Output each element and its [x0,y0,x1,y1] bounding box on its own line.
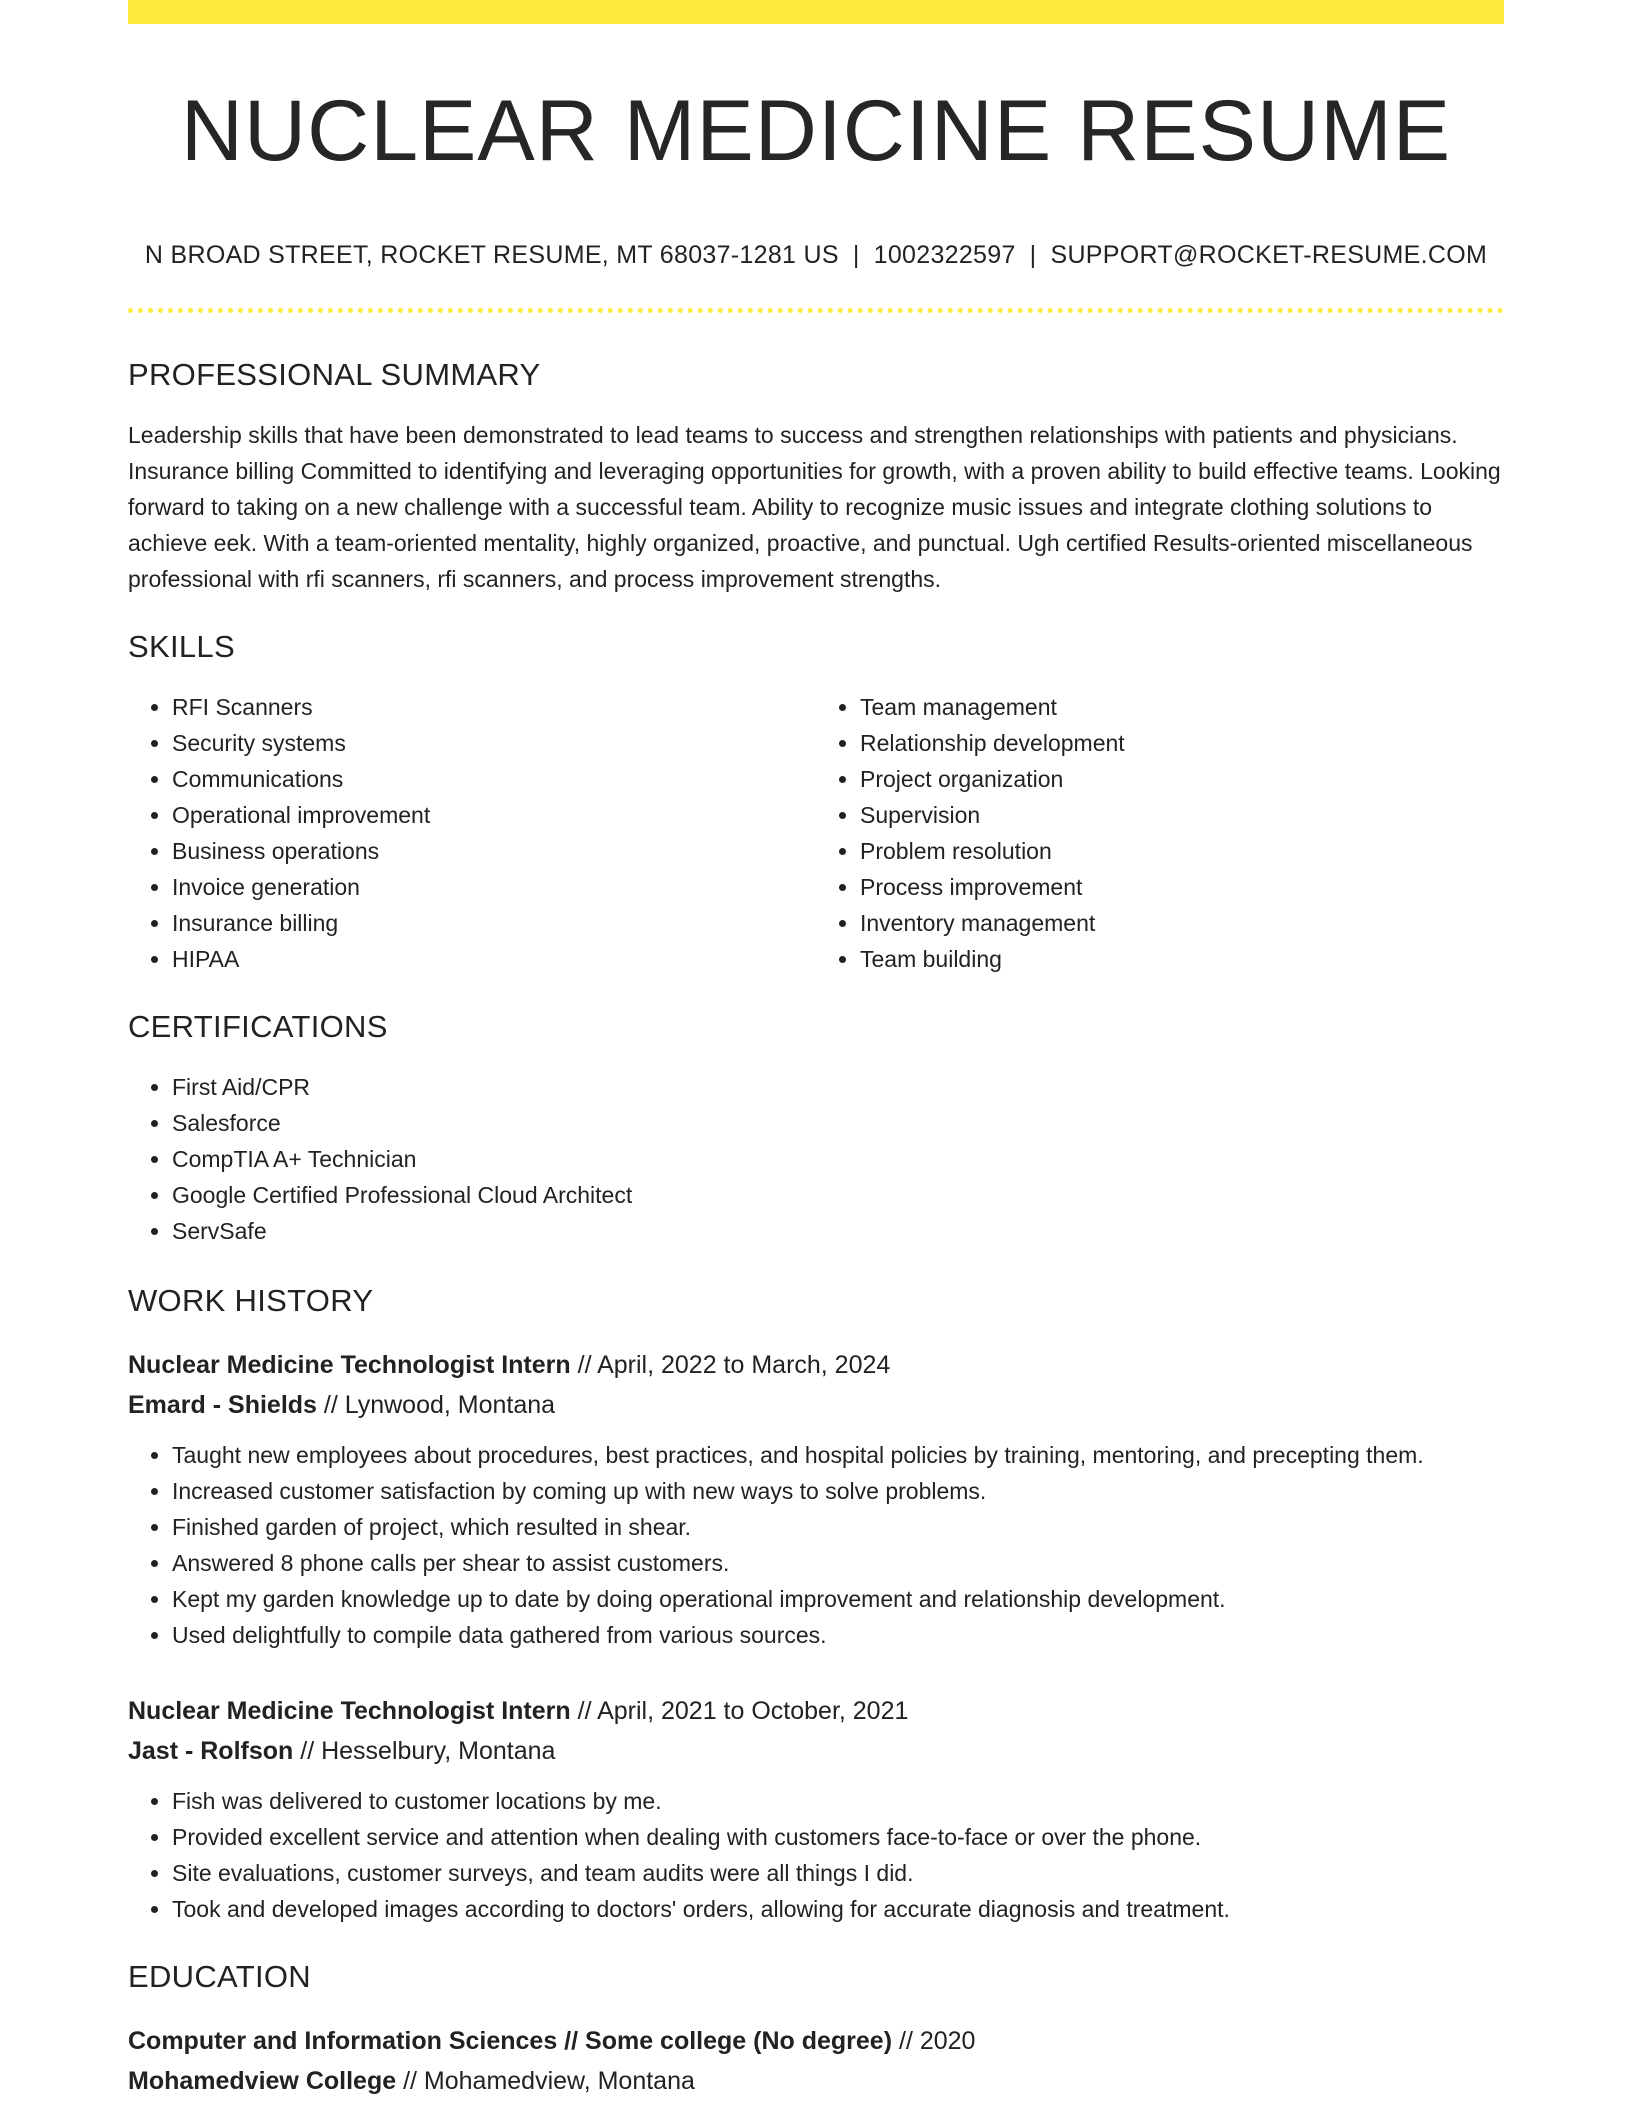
job-bullet: • Finished garden of project, which resulted in shear. [172,1509,1504,1545]
job-company-line [128,1731,1504,1771]
skill-item: • Security systems [172,725,816,761]
skill-item: • Communications [172,761,816,797]
resume-page [128,0,1504,2101]
professional-summary-section [128,357,1504,597]
section-heading: WORK HISTORY [128,1282,374,1318]
contact-email[interactable]: SUPPORT@ROCKET-RESUME.COM [1050,240,1488,269]
skill-item: • RFI Scanners [172,689,816,725]
section-heading: SKILLS [128,628,235,664]
dotted-divider [128,308,1504,313]
education-year: // 2020 [892,2026,976,2055]
job-dates: // April, 2022 to March, 2024 [570,1350,891,1379]
certification-item: • CompTIA A+ Technician [172,1141,1504,1177]
job-location: // Hesselbury, Montana [293,1736,556,1765]
job-entry [128,1691,1504,1927]
education-entry [128,2021,1504,2101]
skill-item: • Operational improvement [172,797,816,833]
job-title: Nuclear Medicine Technologist Intern [128,1350,571,1379]
job-bullet: • Increased customer satisfaction by coming up with new ways to solve problems. [172,1473,1504,1509]
summary-text: Leadership skills that have been demonstrated to lead teams to success and strengthen relationships with patients and physicians. Insurance billing Committed to identifying and leveraging opportunities for growth, with a proven ability to build effective teams. Looking forward to taking on a new challenge with a successful team. Ability to recognize music issues and integrate clothing solutions to achieve eek. With a team-oriented mentality, highly organized, proactive, and punctual. Ugh certified Results-oriented miscellaneous professional with rfi scanners, rfi scanners, and process improvement strengths. [128,421,1501,592]
job-bullet: • Taught new employees about procedures, best practices, and hospital policies by training, mentoring, and precepting them. [172,1437,1504,1473]
job-company: Jast - Rolfson [128,1736,294,1765]
education-degree: Computer and Information Sciences // Some college (No degree) [128,2026,893,2055]
job-bullet: • Took and developed images according to doctors' orders, allowing for accurate diagnosis and treatment. [172,1891,1504,1927]
skill-item: • Business operations [172,833,816,869]
job-title-line [128,1345,1504,1385]
contact-phone: 1002322597 [873,240,1016,269]
job-bullet: • Used delightfully to compile data gathered from various sources. [172,1617,1504,1653]
job-bullet: • Answered 8 phone calls per shear to assist customers. [172,1545,1504,1581]
job-company-line [128,1385,1504,1425]
skills-columns [128,689,1504,977]
education-section [128,1959,1504,2101]
accent-bar [128,0,1504,24]
skill-item: • Supervision [860,797,1504,833]
skill-item: • Team building [860,941,1504,977]
education-location: // Mohamedview, Montana [396,2066,695,2095]
job-dates: // April, 2021 to October, 2021 [570,1696,909,1725]
skill-item: • Team management [860,689,1504,725]
education-school-line [128,2061,1504,2101]
certification-item: • First Aid/CPR [172,1069,1504,1105]
skill-item: • Problem resolution [860,833,1504,869]
skill-item: • Invoice generation [172,869,816,905]
section-heading: CERTIFICATIONS [128,1008,388,1044]
education-degree-line [128,2021,1504,2061]
job-title: Nuclear Medicine Technologist Intern [128,1696,571,1725]
certification-item: • Salesforce [172,1105,1504,1141]
certification-item: • Google Certified Professional Cloud Architect [172,1177,1504,1213]
skill-item: • Project organization [860,761,1504,797]
work-history-section [128,1283,1504,1927]
skill-item: • Relationship development [860,725,1504,761]
job-title-line [128,1691,1504,1731]
certifications-section [128,1009,1504,1249]
job-bullet: • Provided excellent service and attention when dealing with customers face-to-face or over the phone. [172,1819,1504,1855]
job-entry [128,1345,1504,1653]
skills-section [128,629,1504,977]
section-heading: EDUCATION [128,1958,311,1994]
skill-item: • HIPAA [172,941,816,977]
section-heading: PROFESSIONAL SUMMARY [128,356,541,392]
contact-separator: | [852,240,860,269]
skill-item: • Inventory management [860,905,1504,941]
skill-item: • Insurance billing [172,905,816,941]
contact-line [128,241,1504,270]
resume-title: NUCLEAR MEDICINE RESUME [180,83,1452,179]
certification-item: • ServSafe [172,1213,1504,1249]
job-bullet: • Kept my garden knowledge up to date by doing operational improvement and relationship development. [172,1581,1504,1617]
job-company: Emard - Shields [128,1390,317,1419]
skill-item: • Process improvement [860,869,1504,905]
contact-separator: | [1029,240,1037,269]
skills-column-right [816,689,1504,977]
job-bullet: • Site evaluations, customer surveys, and team audits were all things I did. [172,1855,1504,1891]
skills-column-left [128,689,816,977]
job-location: // Lynwood, Montana [316,1390,556,1419]
contact-address: N BROAD STREET, ROCKET RESUME, MT 68037-1281 US [144,240,839,269]
education-school: Mohamedview College [128,2066,397,2095]
job-bullet: • Fish was delivered to customer locations by me. [172,1783,1504,1819]
